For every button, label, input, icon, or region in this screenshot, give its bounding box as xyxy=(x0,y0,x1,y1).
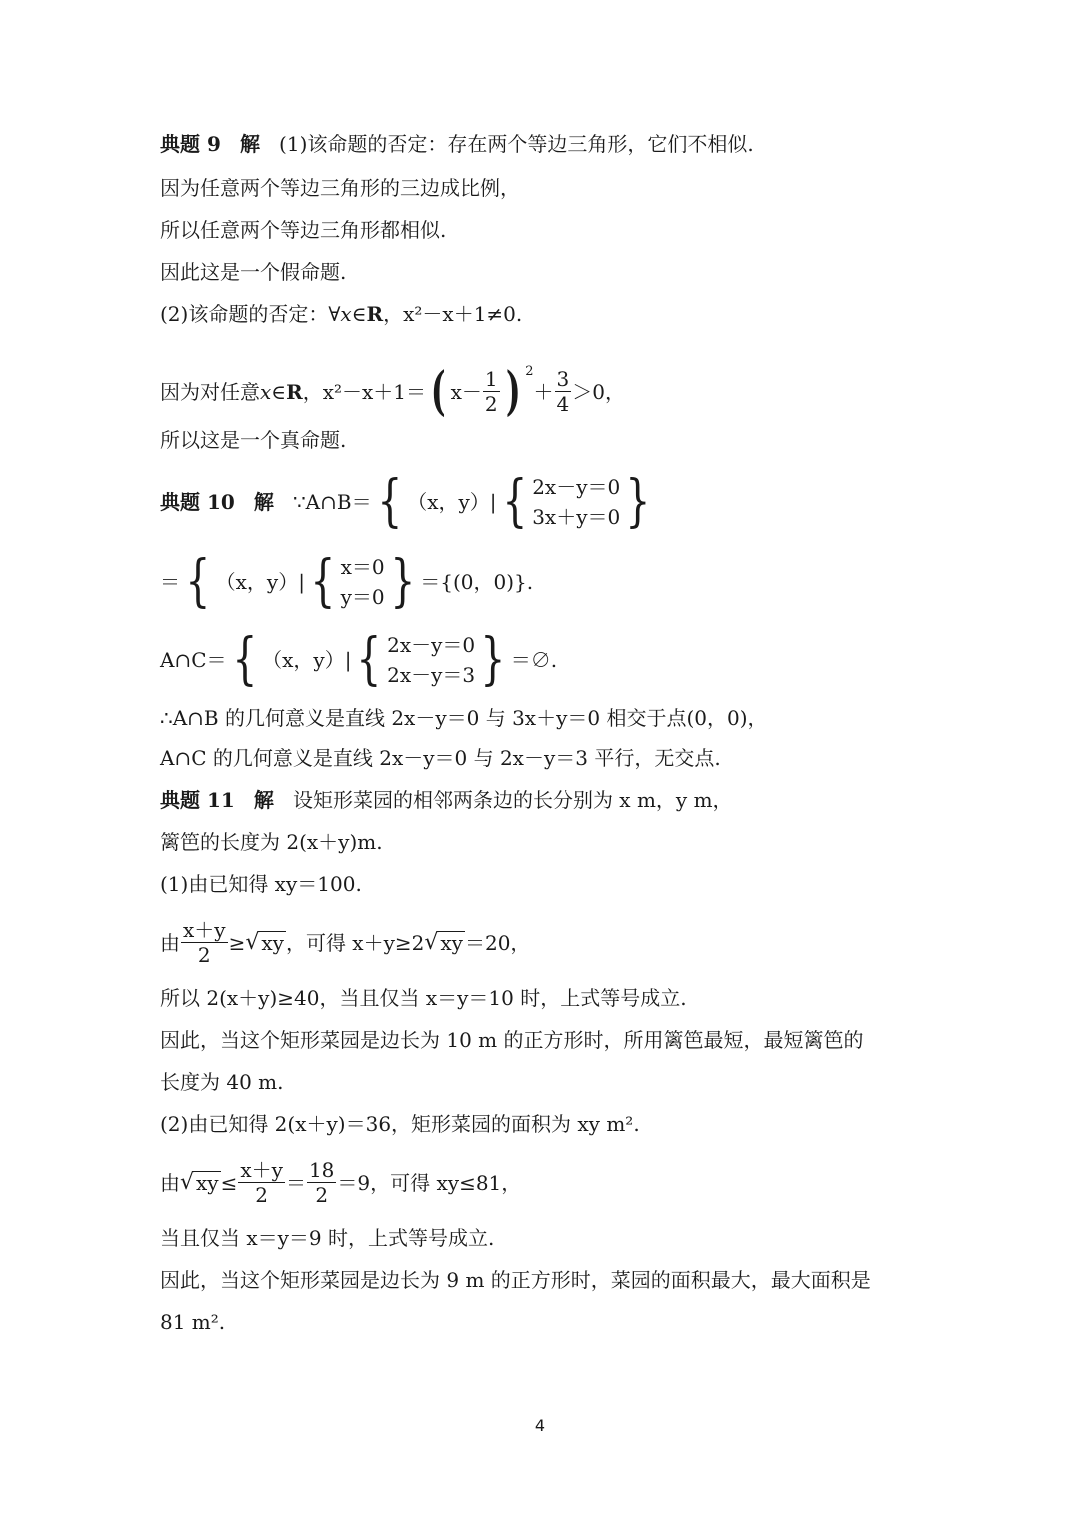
right-brace-glyph: } xyxy=(625,468,651,534)
p9-jie: 解 xyxy=(239,132,260,156)
p11-line-3: (1)由已知得 xy＝100. xyxy=(160,872,362,896)
p10-label: 典题 10 xyxy=(160,489,235,514)
right-brace-glyph: } xyxy=(480,626,506,692)
page-number: 4 xyxy=(534,1416,546,1435)
p10-sys3-b: 2x－y＝3 xyxy=(387,662,476,687)
p11-line-12: 81 m². xyxy=(160,1310,226,1334)
p11-l9-d: ＝9，可得 xy≤81， xyxy=(337,1170,522,1195)
p9-frac2-den: 4 xyxy=(556,392,570,416)
p11-sqrt-1: xy xyxy=(261,931,284,955)
left-paren-glyph: ( xyxy=(430,360,446,422)
left-brace-glyph: { xyxy=(356,626,382,692)
p11-line-9 xyxy=(160,1152,521,1212)
p10-system-1 xyxy=(532,472,620,532)
p10-jie: 解 xyxy=(253,489,274,514)
sqrt-sign-glyph: √ xyxy=(424,929,439,955)
p11-l4-b: ≥ xyxy=(228,930,246,955)
left-brace-glyph: { xyxy=(376,468,402,534)
p9-text-1: (1)该命题的否定：存在两个等边三角形，它们不相似. xyxy=(279,132,754,156)
p11-frac1-num: x＋y xyxy=(183,918,226,942)
p11-l4-c: ，可得 x＋y≥2 xyxy=(285,930,425,955)
p10-system-3 xyxy=(387,630,475,690)
p9-l5-d: R xyxy=(366,302,384,326)
p9-label: 典题 9 xyxy=(160,132,221,156)
p9-line-7: 所以这是一个真命题. xyxy=(160,428,347,452)
p11-line-7: 长度为 40 m. xyxy=(160,1070,284,1094)
p9-frac-1-2 xyxy=(483,367,500,416)
p9-frac2-num: 3 xyxy=(556,367,570,391)
p10-l1-a: ∵A∩B＝ xyxy=(292,489,372,514)
p11-line-2: 篱笆的长度为 2(x＋y)m. xyxy=(160,830,383,854)
p11-line-8: (2)由已知得 2(x＋y)＝36，矩形菜园的面积为 xy m². xyxy=(160,1112,640,1136)
p11-line-10: 当且仅当 x＝y＝9 时，上式等号成立. xyxy=(160,1226,495,1250)
p10-line-2 xyxy=(160,548,533,614)
p11-line-5: 所以 2(x＋y)≥40，当且仅当 x＝y＝10 时，上式等号成立. xyxy=(160,986,687,1010)
p9-l6-paren: x－ xyxy=(450,379,482,404)
p10-sys1-a: 2x－y＝0 xyxy=(532,474,621,499)
p9-frac-den: 2 xyxy=(484,392,498,416)
p9-l5-e: ，x²－x＋1≠0. xyxy=(383,302,523,326)
p11-line-11: 因此，当这个矩形菜园是边长为 9 m 的正方形时，菜园的面积最大，最大面积是 xyxy=(160,1268,871,1292)
p11-sqrt-3: xy xyxy=(196,1171,219,1195)
p11-frac1-den: 2 xyxy=(197,943,211,967)
p10-sys1-b: 3x＋y＝0 xyxy=(532,504,621,529)
p9-line-1 xyxy=(160,130,754,158)
left-brace-glyph: { xyxy=(231,626,257,692)
p11-l4-a: 由 xyxy=(160,930,180,955)
p11-frac2-num: x＋y xyxy=(240,1158,283,1182)
p10-line-1 xyxy=(160,468,656,534)
p9-l6-a: 因为对任意 xyxy=(160,379,260,404)
p11-line-1 xyxy=(160,786,733,814)
p10-l2-a: ＝ xyxy=(160,569,180,594)
p11-l9-c: ＝ xyxy=(285,1170,306,1195)
p11-sqrt-2: xy xyxy=(440,931,463,955)
p10-sys2-b: y＝0 xyxy=(340,584,385,609)
p9-line-3: 所以任意两个等边三角形都相似. xyxy=(160,218,447,242)
p9-l5-a: (2)该命题的否定：∀ xyxy=(160,302,341,326)
p11-frac2-den: 2 xyxy=(255,1183,269,1207)
p11-l4-d: ＝20， xyxy=(464,930,531,955)
p11-line-4 xyxy=(160,912,530,972)
p9-l6-c: ∈ xyxy=(271,379,287,404)
p11-jie: 解 xyxy=(253,788,274,812)
p9-l6-end: ＞0， xyxy=(572,379,626,404)
p11-l9-a: 由 xyxy=(160,1170,180,1195)
p9-frac-num: 1 xyxy=(484,367,498,391)
right-brace-glyph: } xyxy=(389,548,415,614)
p10-l2-end: ＝{(0，0)}. xyxy=(420,569,534,594)
p10-l3-end: ＝∅. xyxy=(510,647,558,672)
right-paren-glyph: ) xyxy=(505,360,521,422)
p10-system-2 xyxy=(341,552,385,612)
p9-line-4: 因此这是一个假命题. xyxy=(160,260,347,284)
p11-frac3-den: 2 xyxy=(315,1183,329,1207)
p10-sys3-a: 2x－y＝0 xyxy=(387,632,476,657)
p9-l6-plus: ＋ xyxy=(533,379,554,404)
left-brace-glyph: { xyxy=(310,548,336,614)
p9-l6-b: x xyxy=(260,379,272,404)
left-brace-glyph: { xyxy=(501,468,527,534)
p10-line-3 xyxy=(160,626,557,692)
left-brace-glyph: { xyxy=(185,548,211,614)
p11-line-6: 因此，当这个矩形菜园是边长为 10 m 的正方形时，所用篱笆最短，最短篱笆的 xyxy=(160,1028,864,1052)
p11-frac-3 xyxy=(307,1158,336,1207)
p10-l3-a: A∩C＝ xyxy=(160,647,227,672)
p9-l6-e: ，x²－x＋1＝ xyxy=(302,379,427,404)
sqrt-sign-glyph: √ xyxy=(245,929,260,955)
p9-l6-d: R xyxy=(286,379,303,404)
p11-frac3-num: 18 xyxy=(308,1158,335,1182)
p11-text-1: 设矩形菜园的相邻两条边的长分别为 x m，y m， xyxy=(292,788,733,812)
p11-frac-1 xyxy=(181,918,228,967)
p9-line-2: 因为任意两个等边三角形的三边成比例， xyxy=(160,176,520,200)
p9-line-6 xyxy=(160,340,625,424)
p9-frac-3-4 xyxy=(555,367,572,416)
p10-set-xy-3: （x，y）| xyxy=(262,647,352,672)
p9-l5-b: x xyxy=(340,302,352,326)
p11-label: 典题 11 xyxy=(160,788,235,812)
p10-set-xy-1: （x，y）| xyxy=(407,489,497,514)
p9-line-5 xyxy=(160,300,522,328)
p10-set-xy-2: （x，y）| xyxy=(215,569,305,594)
p9-sq: 2 xyxy=(525,364,534,379)
p11-l9-b: ≤ xyxy=(220,1170,238,1195)
p9-l5-c: ∈ xyxy=(351,302,367,326)
p10-sys2-a: x＝0 xyxy=(340,554,385,579)
sqrt-sign-glyph: √ xyxy=(180,1169,195,1195)
p11-frac-2 xyxy=(238,1158,285,1207)
p10-line-5: A∩C 的几何意义是直线 2x－y＝0 与 2x－y＝3 平行，无交点. xyxy=(160,746,721,770)
p10-line-4: ∴A∩B 的几何意义是直线 2x－y＝0 与 3x＋y＝0 相交于点(0，0)， xyxy=(160,706,768,730)
